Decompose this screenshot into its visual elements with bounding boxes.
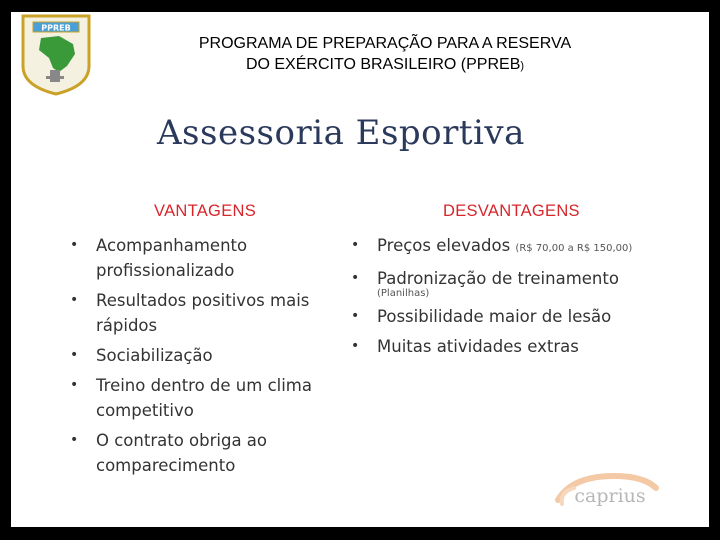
caprius-logo — [552, 470, 662, 516]
bullet-icon: • — [70, 237, 79, 253]
bullet-icon: • — [351, 237, 360, 253]
bullet-icon: • — [351, 308, 360, 324]
vantagens-list — [66, 233, 341, 483]
list-item: • Resultados positivos mais rápidos — [66, 288, 341, 338]
slide-title: Assessoria Esportiva — [157, 113, 525, 153]
list-item: • Muitas atividades extras — [347, 334, 647, 359]
bullet-icon: • — [70, 347, 79, 363]
list-item: • O contrato obriga ao comparecimento — [66, 428, 341, 478]
bullet-icon: • — [70, 292, 79, 308]
svg-text:PPREB: PPREB — [41, 23, 71, 33]
header-line-1: PROGRAMA DE PREPARAÇÃO PARA A RESERVA — [198, 35, 572, 52]
planilhas-note: (Planilhas) — [377, 288, 430, 299]
header-line-2: DO EXÉRCITO BRASILEIRO (PPREB) — [245, 56, 525, 73]
list-item: • Possibilidade maior de lesão — [347, 304, 647, 329]
price-note: (R$ 70,00 a R$ 150,00) — [515, 243, 633, 254]
bullet-icon: • — [351, 270, 360, 286]
bullet-icon: • — [351, 338, 360, 354]
bullet-icon: • — [70, 377, 79, 393]
desvantagens-list — [347, 233, 647, 364]
desvantagens-heading: DESVANTAGENS — [443, 202, 580, 220]
list-item: • Padronização de treinamento (Planilhas) — [347, 266, 647, 299]
svg-text:caprius: caprius — [574, 485, 646, 507]
list-item: • Sociabilização — [66, 343, 341, 368]
vantagens-heading: VANTAGENS — [154, 202, 257, 220]
program-header — [120, 33, 650, 77]
list-item: • Treino dentro de um clima competitivo — [66, 373, 341, 423]
bullet-icon: • — [70, 432, 79, 448]
brazil-map-emblem-icon — [19, 14, 93, 96]
list-item: • Preços elevados (R$ 70,00 a R$ 150,00) — [347, 233, 647, 261]
list-item: • Acompanhamento profissionalizado — [66, 233, 341, 283]
